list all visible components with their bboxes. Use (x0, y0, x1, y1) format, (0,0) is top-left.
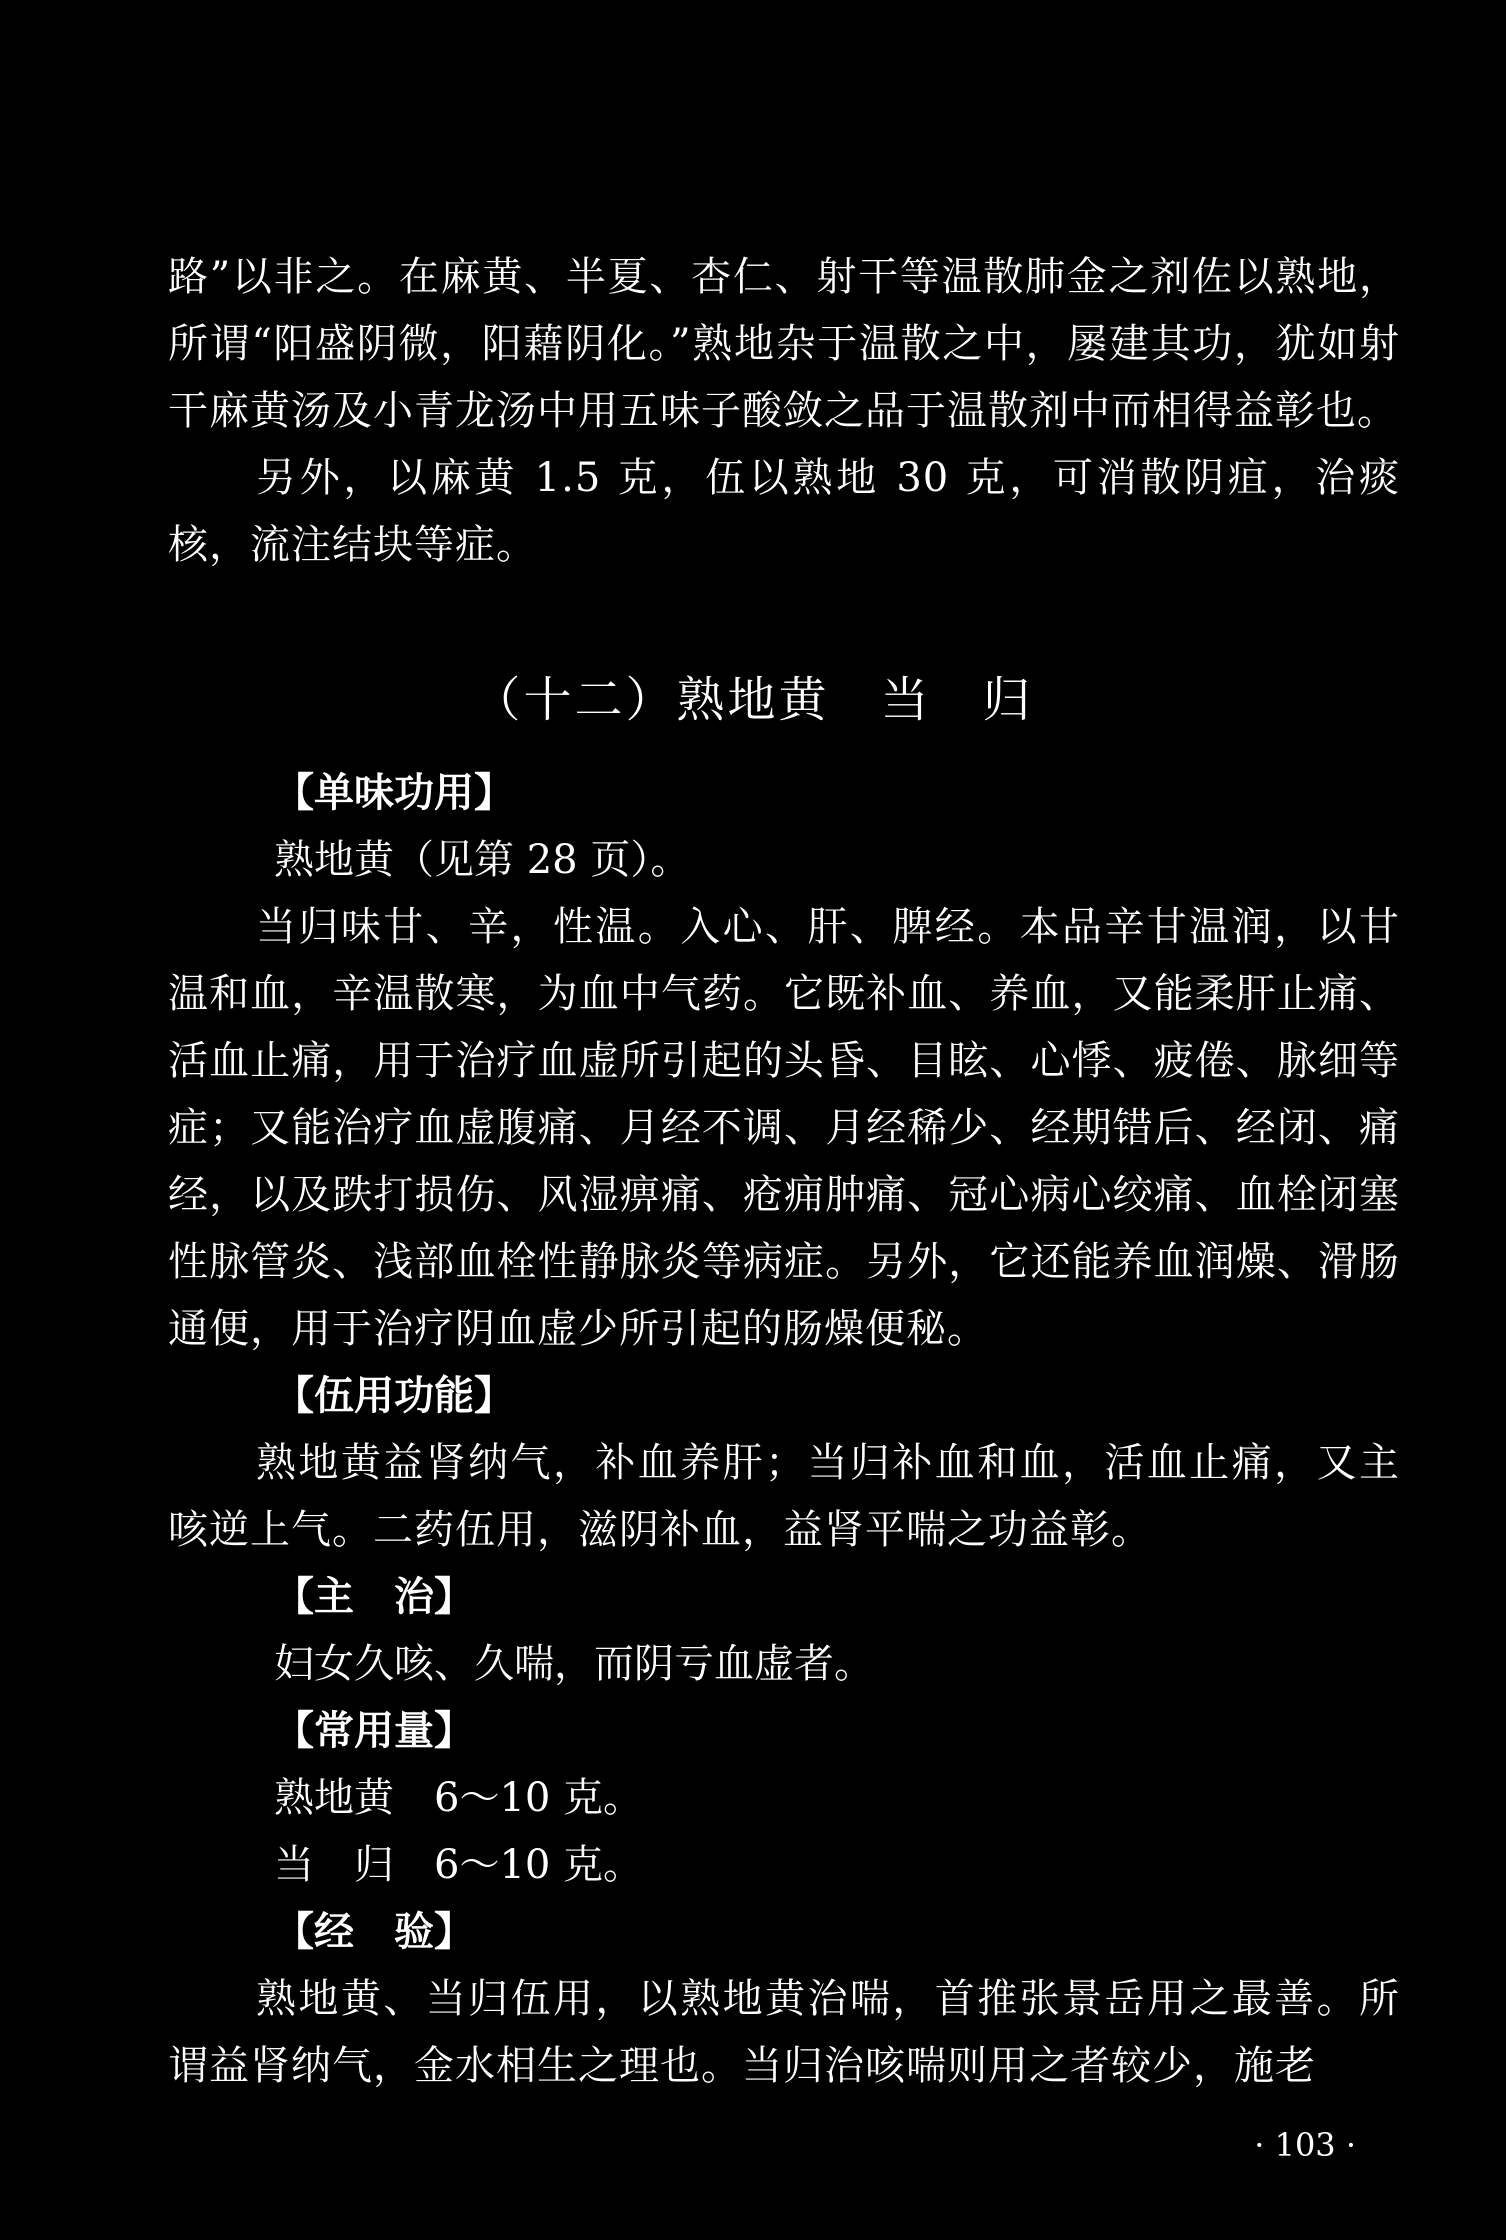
paragraph-combined: 熟地黄益肾纳气，补血养肝；当归补血和血，活血止痛，又主咳逆上气。二药伍用，滋阴补血，益肾平喘之功益彰。 (168, 1440, 1400, 1553)
heading-dosage: 【常用量】 (274, 1708, 474, 1754)
page-number: · 103 · (1254, 2126, 1356, 2164)
dosage-shudi: 熟地黄 6～10 克。 (274, 1775, 644, 1821)
heading-experience: 【经 验】 (274, 1909, 474, 1955)
paragraph-shudi-ref: 熟地黄（见第 28 页）。 (274, 837, 691, 883)
paragraph-experience: 熟地黄、当归伍用，以熟地黄治喘，首推张景岳用之最善。所谓益肾纳气，金水相生之理也。当归治咳喘则用之者较少，施老 (168, 1976, 1400, 2089)
heading-single-function: 【单味功用】 (274, 770, 514, 816)
heading-combined-function: 【伍用功能】 (274, 1373, 514, 1419)
top-text-block (168, 244, 1400, 579)
paragraph-continuation: 路”以非之。在麻黄、半夏、杏仁、射干等温散肺金之剂佐以熟地，所谓“阳盛阴微，阳藉阴化。”熟地杂于温散之中，屡建其功，犹如射干麻黄汤及小青龙汤中用五味子酸敛之品于温散剂中而相得益彰也。 (168, 254, 1400, 434)
paragraph-mahuang-note: 另外，以麻黄 1.5 克，伍以熟地 30 克，可消散阴疽，治痰核，流注结块等症。 (168, 455, 1400, 568)
section-title: （十二）熟地黄 当 归 (472, 672, 1034, 728)
paragraph-indication: 妇女久咳、久喘，而阴亏血虚者。 (274, 1641, 874, 1687)
paragraph-danggui: 当归味甘、辛，性温。入心、肝、脾经。本品辛甘温润，以甘温和血，辛温散寒，为血中气药。它既补血、养血，又能柔肝止痛、活血止痛，用于治疗血虚所引起的头昏、目眩、心悸、疲倦、脉细等症；又能治疗血虚腹痛、月经不调、月经稀少、经期错后、经闭、痛经，以及跌打损伤、风湿痹痛、疮痈肿痛、冠心病心绞痛、血栓闭塞性脉管炎、浅部血栓性静脉炎等病症。另外，它还能养血润燥、滑肠通便，用于治疗阴血虚少所引起的肠燥便秘。 (168, 904, 1400, 1352)
main-text-block (168, 760, 1400, 2100)
heading-indication: 【主 治】 (274, 1574, 474, 1620)
dosage-danggui: 当 归 6～10 克。 (274, 1842, 644, 1888)
